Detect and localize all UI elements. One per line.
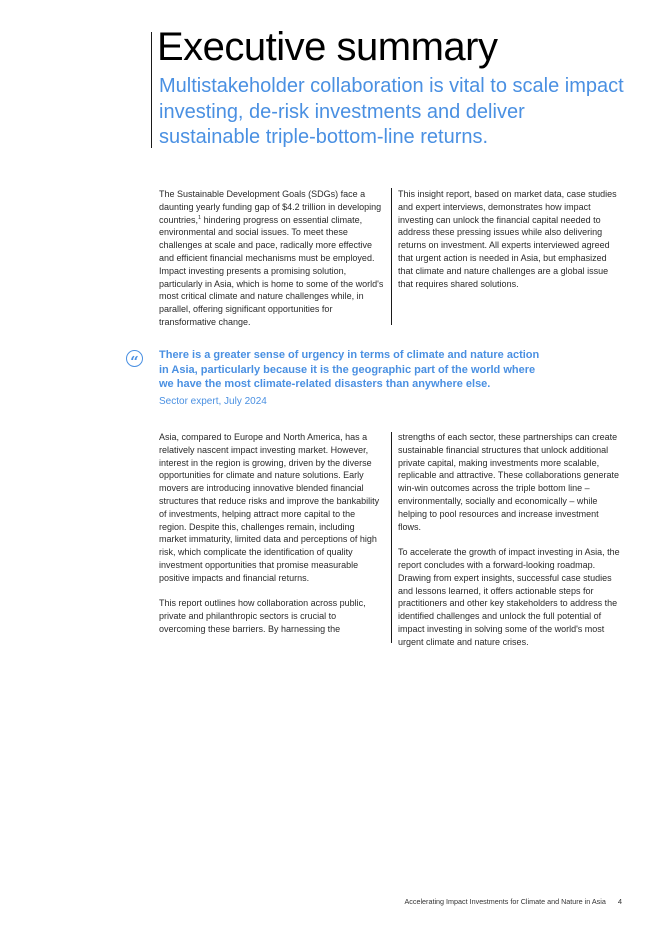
pull-quote: There is a greater sense of urgency in terms of climate and nature action in Asia, particularly because it is the geographic part of the world where we have the most climate-related disasters than anywhere else. <box>159 349 540 391</box>
intro-left-text-a: The Sustainable Development Goals (SDGs) face a daunting yearly funding gap of $4.2 trillion in developing countries, <box>159 189 382 225</box>
quote-mark-icon: “ <box>126 350 143 367</box>
intro-left-column <box>159 188 384 329</box>
footer-report-title: Accelerating Impact Investments for Climate and Nature in Asia <box>404 897 606 906</box>
page-number: 4 <box>617 897 622 906</box>
page-footer <box>404 897 622 906</box>
quote-attribution: Sector expert, July 2024 <box>159 396 267 407</box>
intro-left-paragraph <box>159 188 384 329</box>
body-right-paragraph: strengths of each sector, these partnerships can create sustainable financial structures that unlock additional private capital, making investments more scalable, replicable and attractive. These collaborations generate win-win outcomes across the triple bottom line – environmentally, socially and economically – while helping to pool resources and increase investment flows. <box>398 432 619 532</box>
page-title: Executive summary <box>157 25 498 69</box>
title-vertical-rule <box>151 32 152 148</box>
body-right-column <box>398 431 623 649</box>
intro-left-text-b: hindering progress on essential climate, environmental and social issues. To meet these challenges at scale and pace, radically more effective and efficient financial mechanisms must be employed. Impact investing presents a promising solution, particularly in Asia, which is home to some of the world's most critical climate and nature challenges while, in parallel, offering significant opportunities for transformative change. <box>159 214 384 327</box>
column-divider <box>391 188 392 325</box>
column-divider <box>391 432 392 643</box>
body-right-paragraph: To accelerate the growth of impact investing in Asia, the report concludes with a forward-looking roadmap. Drawing from expert insights, successful case studies and lessons learned, it offers actionable steps for practitioners and other key stakeholders to address the identified challenges and unlock the full potential of impact investing in solving some of the world's most urgent climate and nature crises. <box>398 547 620 647</box>
body-left-column <box>159 431 384 636</box>
intro-right-paragraph: This insight report, based on market data, case studies and expert interviews, demonstrates how impact investing can unlock the financial capital needed to address these pressing issues while also delivering returns on investment. All experts interviewed agreed that urgent action is needed in Asia, but emphasized that climate and nature challenges are a global issue that requires shared solutions. <box>398 189 617 289</box>
footnote-ref[interactable]: 1 <box>198 214 202 221</box>
body-left-paragraph: Asia, compared to Europe and North America, has a relatively nascent impact investing market. However, interest in the region is growing, driven by the diverse opportunities for climate and nature solutions. Early movers are introducing innovative blended financial structures that reduce risks and improve the bankability of investments, helping attract more capital to the region. Despite this, challenges remain, including market immaturity, limited data and perceptions of high risk, which complicate the identification of quality investment opportunities that promise measurable positive impacts and financial returns. <box>159 432 380 583</box>
body-left-paragraph: This report outlines how collaboration across public, private and philanthropic sectors is crucial to overcoming these barriers. By harnessing the <box>159 598 366 634</box>
intro-right-column <box>398 188 623 290</box>
page-subtitle: Multistakeholder collaboration is vital to scale impact investing, de-risk investments and deliver sustainable triple-bottom-line returns. <box>159 75 624 148</box>
